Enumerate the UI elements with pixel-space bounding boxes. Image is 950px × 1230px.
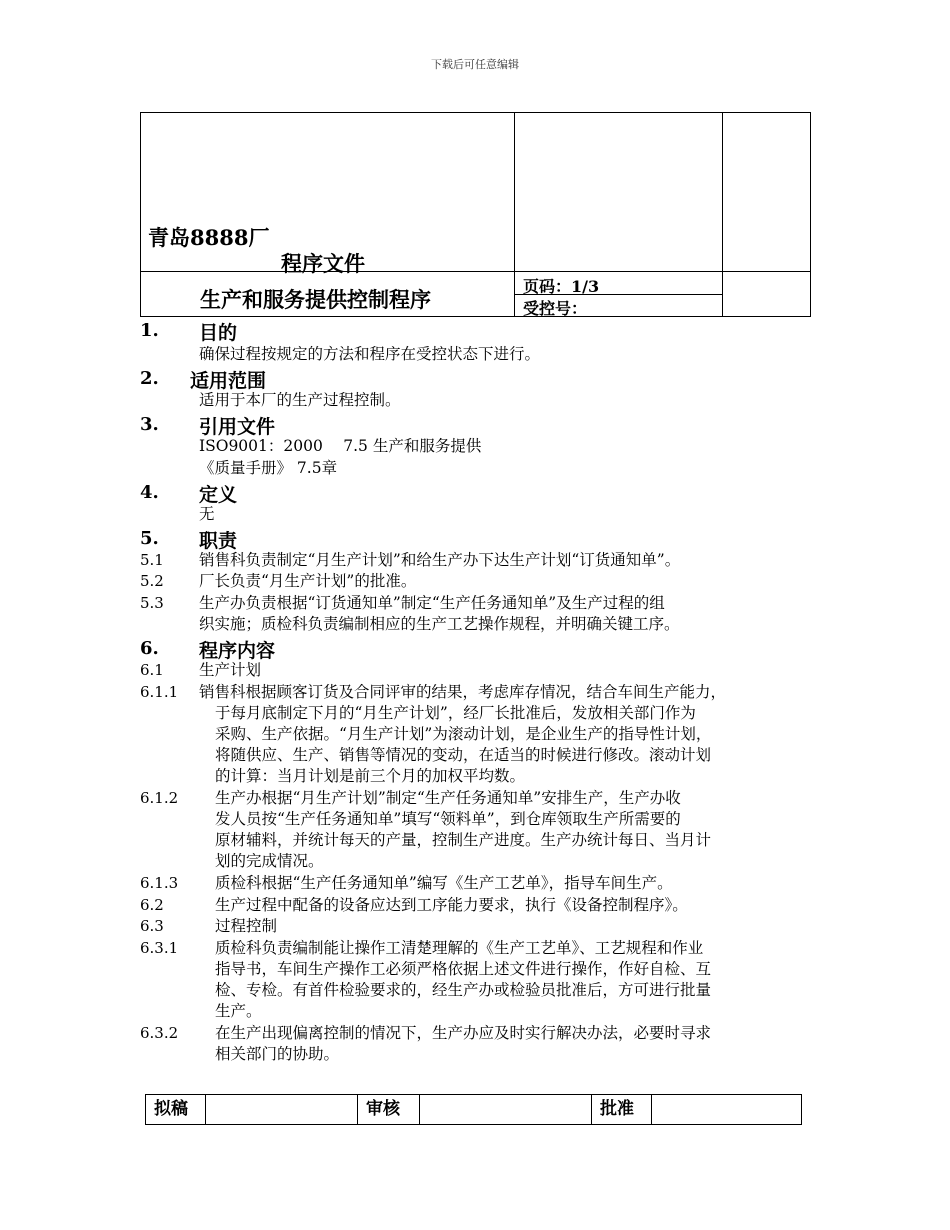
draft-field[interactable]: [206, 1095, 358, 1124]
section-2-number: 2.: [140, 368, 159, 389]
clause-6-1-2-text: 生产办根据“月生产计划”制定“生产任务通知单”安排生产，生产办收: [215, 789, 681, 807]
section-2-title: 适用范围: [190, 370, 267, 392]
clause-5-3-number: 5.3: [140, 594, 164, 612]
clause-6-1-2-text: 划的完成情况。: [215, 852, 324, 870]
section-6-number: 6.: [140, 638, 159, 659]
section-4-title: 定义: [199, 484, 238, 506]
draft-label: 拟稿: [146, 1095, 206, 1124]
clause-6-3-number: 6.3: [140, 917, 164, 935]
clause-6-3-1-number: 6.3.1: [140, 939, 179, 957]
clause-5-1-number: 5.1: [140, 551, 164, 569]
approve-label: 批准: [592, 1095, 652, 1124]
clause-6-3-2-text: 相关部门的协助。: [215, 1045, 340, 1063]
clause-6-3-2-text: 在生产出现偏离控制的情况下，生产办应及时实行解决办法，必要时寻求: [215, 1024, 712, 1042]
review-field[interactable]: [420, 1095, 592, 1124]
clause-6-1-2-text: 原材辅料，并统计每天的产量，控制生产进度。生产办统计每日、当月计: [215, 831, 712, 849]
clause-6-3-text: 过程控制: [215, 917, 278, 935]
procedure-title: 生产和服务提供控制程序: [200, 287, 431, 312]
clause-6-1-1-text: 于每月底制定下月的“月生产计划”，经厂长批准后，发放相关部门作为: [215, 704, 696, 722]
section-4-text: 无: [199, 505, 215, 523]
clause-6-3-1-text: 生产。: [215, 1002, 262, 1020]
section-1-text: 确保过程按规定的方法和程序在受控状态下进行。: [199, 345, 541, 363]
clause-6-1-3-number: 6.1.3: [140, 874, 179, 892]
section-3-title: 引用文件: [199, 416, 276, 438]
section-2-text: 适用于本厂的生产过程控制。: [199, 391, 401, 409]
document-type: 程序文件: [281, 251, 365, 276]
section-4-number: 4.: [140, 482, 159, 503]
page-number: 页码：1/3: [523, 277, 600, 296]
clause-6-1-1-text: 采购、生产依据。“月生产计划”为滚动计划，是企业生产的指导性计划，: [215, 725, 712, 743]
clause-6-1-2-text: 发人员按“生产任务通知单”填写“领料单”，到仓库领取生产所需要的: [215, 810, 681, 828]
clause-6-2-number: 6.2: [140, 896, 164, 914]
clause-6-1-number: 6.1: [140, 661, 164, 679]
clause-6-1-1-text: 将随供应、生产、销售等情况的变动，在适当的时候进行修改。滚动计划: [215, 746, 712, 764]
section-1-number: 1.: [140, 320, 159, 341]
clause-6-3-1-text: 检、专检。有首件检验要求的，经生产办或检验员批准后，方可进行批量: [215, 981, 712, 999]
clause-5-2-number: 5.2: [140, 572, 164, 590]
clause-5-1-text: 销售科负责制定“月生产计划”和给生产办下达生产计划“订货通知单”。: [199, 551, 681, 569]
clause-6-3-1-text: 质检科负责编制能让操作工清楚理解的《生产工艺单》、工艺规程和作业: [215, 939, 704, 957]
clause-5-2-text: 厂长负责“月生产计划”的批准。: [199, 572, 417, 590]
clause-5-3-text: 织实施；质检科负责编制相应的生产工艺操作规程，并明确关键工序。: [199, 615, 680, 633]
clause-6-1-1-text: 销售科根据顾客订货及合同评审的结果，考虑库存情况，结合车间生产能力，: [199, 683, 727, 701]
clause-5-3-text: 生产办负责根据“订货通知单”制定“生产任务通知单”及生产过程的组: [199, 594, 665, 612]
watermark-text: 下载后可任意编辑: [431, 58, 519, 71]
signature-table: [145, 1094, 802, 1125]
company-name: 青岛8888厂: [148, 225, 270, 250]
section-5-title: 职责: [199, 530, 238, 552]
section-3-ref-2: 《质量手册》 7.5章: [199, 459, 338, 477]
clause-6-1-2-number: 6.1.2: [140, 789, 179, 807]
clause-6-1-text: 生产计划: [199, 661, 262, 679]
section-6-title: 程序内容: [199, 640, 276, 662]
approve-field[interactable]: [652, 1095, 801, 1124]
clause-6-2-text: 生产过程中配备的设备应达到工序能力要求，执行《设备控制程序》。: [215, 896, 688, 914]
clause-6-1-1-text: 的计算：当月计划是前三个月的加权平均数。: [215, 767, 526, 785]
section-3-ref-1: ISO9001：2000 7.5 生产和服务提供: [199, 437, 482, 455]
section-5-number: 5.: [140, 528, 159, 549]
section-3-number: 3.: [140, 414, 159, 435]
control-number: 受控号：: [523, 299, 588, 318]
clause-6-1-3-text: 质检科根据“生产任务通知单”编写《生产工艺单》，指导车间生产。: [215, 874, 673, 892]
clause-6-1-1-number: 6.1.1: [140, 683, 179, 701]
section-1-title: 目的: [199, 322, 238, 344]
review-label: 审核: [358, 1095, 420, 1124]
clause-6-3-2-number: 6.3.2: [140, 1024, 179, 1042]
clause-6-3-1-text: 指导书，车间生产操作工必须严格依据上述文件进行操作，作好自检、互: [215, 960, 712, 978]
